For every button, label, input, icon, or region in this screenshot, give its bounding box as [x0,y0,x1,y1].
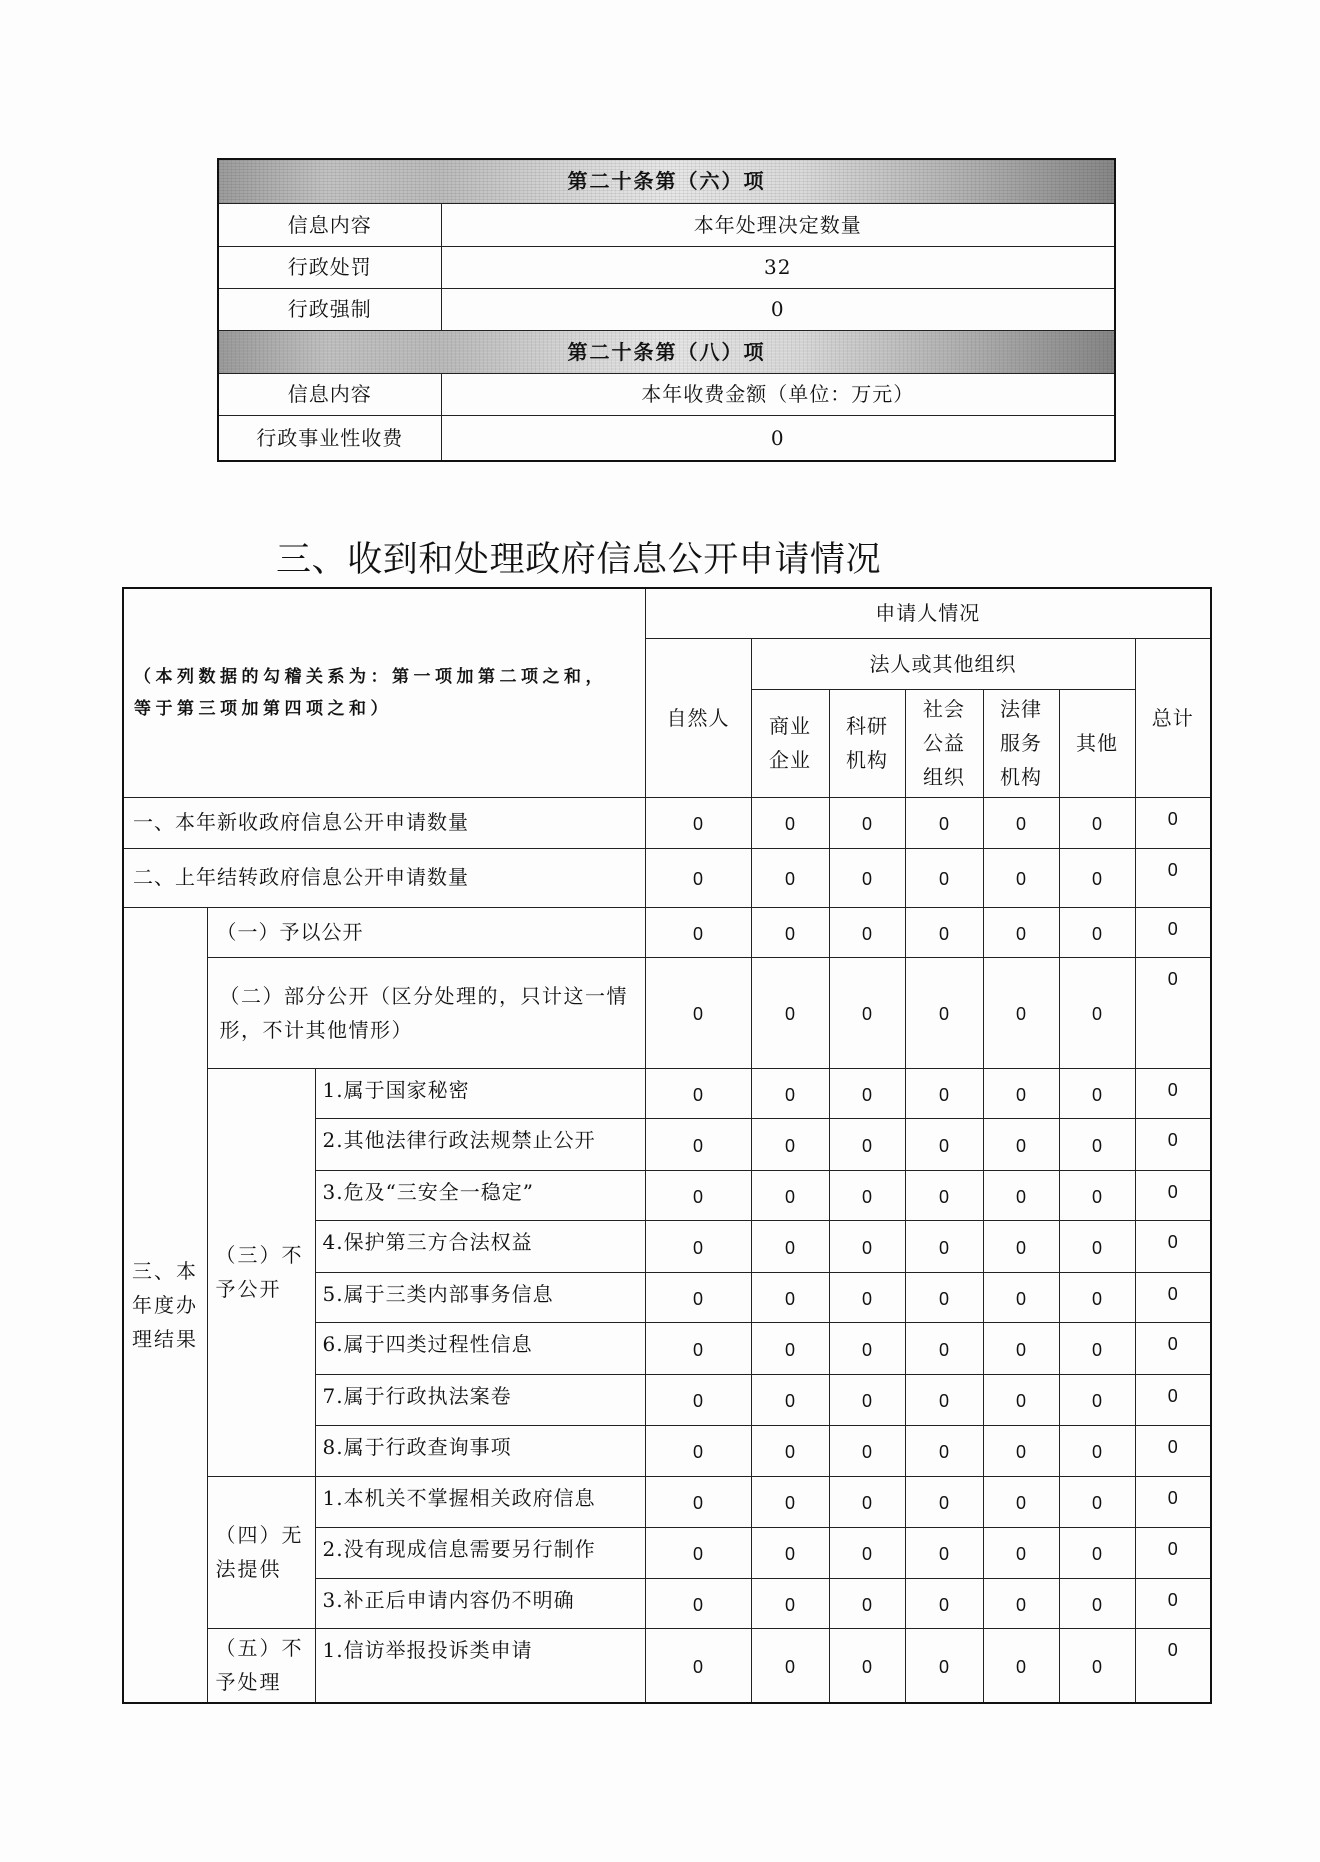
table-row [123,1068,1211,1118]
value-total: 0 [1135,1374,1211,1425]
value-legal-service-org: 0 [983,1272,1059,1322]
value-total: 0 [1135,907,1211,957]
value-research-institution: 0 [829,1374,905,1425]
header-total: 总计 [1135,638,1211,797]
value-legal-service-org: 0 [983,1527,1059,1578]
header-legal-person-or-org: 法人或其他组织 [751,638,1135,689]
row-label-partially-disclosed: （二）部分公开（区分处理的，只计这一情形，不计其他情形） [207,957,645,1068]
item-label: 7.属于行政执法案卷 [315,1374,645,1425]
value-commercial-enterprise: 0 [751,1118,829,1170]
article-20-8-header: 第二十条第（八）项 [218,330,1115,373]
header-row [123,588,1211,638]
item-label: 2.其他法律行政法规禁止公开 [315,1118,645,1170]
value-commercial-enterprise: 0 [751,1220,829,1272]
value-research-institution: 0 [829,1527,905,1578]
value-research-institution: 0 [829,1118,905,1170]
value-other: 0 [1059,1272,1135,1322]
value-natural-person: 0 [645,1374,751,1425]
value-other: 0 [1059,1170,1135,1220]
row-value: 0 [441,415,1115,461]
value-commercial-enterprise: 0 [751,1578,829,1628]
value-other: 0 [1059,1118,1135,1170]
article-20-6-header: 第二十条第（六）项 [218,159,1115,203]
row-label: 行政强制 [218,288,441,330]
value-commercial-enterprise: 0 [751,1068,829,1118]
group-label-cannot-provide: （四）无法提供 [207,1476,315,1628]
table-row [123,848,1211,907]
column-header-decisions: 本年处理决定数量 [441,203,1115,246]
table-row [218,246,1115,288]
item-label: 3.补正后申请内容仍不明确 [315,1578,645,1628]
value-natural-person: 0 [645,1578,751,1628]
value-other: 0 [1059,1628,1135,1703]
table-row [123,907,1211,957]
value-legal-service-org: 0 [983,1476,1059,1527]
value-public-welfare-org: 0 [905,1628,983,1703]
value-other: 0 [1059,1527,1135,1578]
value-total: 0 [1135,1628,1211,1703]
value-other: 0 [1059,1476,1135,1527]
value-public-welfare-org: 0 [905,1374,983,1425]
value-commercial-enterprise: 0 [751,1527,829,1578]
item-label: 3.危及“三安全一稳定” [315,1170,645,1220]
value-other: 0 [1059,957,1135,1068]
value-total: 0 [1135,1220,1211,1272]
value-commercial-enterprise: 0 [751,1170,829,1220]
item-label: 6.属于四类过程性信息 [315,1322,645,1374]
row-label: 行政处罚 [218,246,441,288]
value-legal-service-org: 0 [983,1425,1059,1476]
table-row [123,1476,1211,1527]
row-label-carried-over: 二、上年结转政府信息公开申请数量 [123,848,645,907]
value-research-institution: 0 [829,1068,905,1118]
value-legal-service-org: 0 [983,1322,1059,1374]
value-total: 0 [1135,1170,1211,1220]
row-value: 32 [441,246,1115,288]
value-legal-service-org: 0 [983,1118,1059,1170]
value-commercial-enterprise: 0 [751,1272,829,1322]
value-research-institution: 0 [829,1272,905,1322]
value-research-institution: 0 [829,1578,905,1628]
header-natural-person: 自然人 [645,638,751,797]
value-commercial-enterprise: 0 [751,1476,829,1527]
table-row [123,797,1211,848]
value-commercial-enterprise: 0 [751,848,829,907]
value-research-institution: 0 [829,907,905,957]
value-legal-service-org: 0 [983,1578,1059,1628]
item-label: 1.本机关不掌握相关政府信息 [315,1476,645,1527]
value-natural-person: 0 [645,1220,751,1272]
value-legal-service-org: 0 [983,1170,1059,1220]
section-title: 三、收到和处理政府信息公开申请情况 [276,540,882,580]
item-label: 5.属于三类内部事务信息 [315,1272,645,1322]
value-research-institution: 0 [829,1425,905,1476]
data-relation-note: （本列数据的勾稽关系为：第一项加第二项之和， 等于第三项加第四项之和） [123,588,645,797]
value-other: 0 [1059,1425,1135,1476]
value-public-welfare-org: 0 [905,1170,983,1220]
value-total: 0 [1135,1527,1211,1578]
header-research-institution: 科研 机构 [829,689,905,797]
value-public-welfare-org: 0 [905,1220,983,1272]
value-natural-person: 0 [645,907,751,957]
value-research-institution: 0 [829,1476,905,1527]
value-public-welfare-org: 0 [905,907,983,957]
header-public-welfare-org: 社会 公益 组织 [905,689,983,797]
header-applicant: 申请人情况 [645,588,1211,638]
value-total: 0 [1135,1476,1211,1527]
value-public-welfare-org: 0 [905,957,983,1068]
header-legal-service-org: 法律 服务 机构 [983,689,1059,797]
value-other: 0 [1059,1374,1135,1425]
value-research-institution: 0 [829,1170,905,1220]
value-total: 0 [1135,1272,1211,1322]
value-legal-service-org: 0 [983,848,1059,907]
value-commercial-enterprise: 0 [751,1425,829,1476]
value-natural-person: 0 [645,1068,751,1118]
group-label-not-processed: （五）不予处理 [207,1628,315,1703]
value-commercial-enterprise: 0 [751,1374,829,1425]
value-other: 0 [1059,1068,1135,1118]
group-label-not-disclosed: （三）不予公开 [207,1068,315,1476]
application-statistics-table [122,587,1212,1704]
value-natural-person: 0 [645,957,751,1068]
value-other: 0 [1059,1220,1135,1272]
value-public-welfare-org: 0 [905,1272,983,1322]
value-commercial-enterprise: 0 [751,1628,829,1703]
value-public-welfare-org: 0 [905,1068,983,1118]
value-research-institution: 0 [829,1322,905,1374]
table-row [123,1628,1211,1703]
value-public-welfare-org: 0 [905,1118,983,1170]
value-total: 0 [1135,848,1211,907]
table-row [218,159,1115,203]
value-public-welfare-org: 0 [905,1527,983,1578]
row-value: 0 [441,288,1115,330]
value-other: 0 [1059,907,1135,957]
value-public-welfare-org: 0 [905,1322,983,1374]
value-public-welfare-org: 0 [905,1578,983,1628]
value-natural-person: 0 [645,848,751,907]
value-public-welfare-org: 0 [905,848,983,907]
value-research-institution: 0 [829,848,905,907]
column-header-info: 信息内容 [218,203,441,246]
column-header-fees: 本年收费金额（单位：万元） [441,373,1115,415]
table-row [218,415,1115,461]
value-commercial-enterprise: 0 [751,1322,829,1374]
value-natural-person: 0 [645,1170,751,1220]
value-natural-person: 0 [645,1322,751,1374]
item-label: 1.属于国家秘密 [315,1068,645,1118]
row-label-disclosed: （一）予以公开 [207,907,645,957]
value-natural-person: 0 [645,1476,751,1527]
value-legal-service-org: 0 [983,1220,1059,1272]
value-research-institution: 0 [829,1220,905,1272]
value-legal-service-org: 0 [983,797,1059,848]
value-research-institution: 0 [829,797,905,848]
value-total: 0 [1135,1118,1211,1170]
value-commercial-enterprise: 0 [751,907,829,957]
item-label: 4.保护第三方合法权益 [315,1220,645,1272]
value-other: 0 [1059,797,1135,848]
table-row [218,373,1115,415]
value-total: 0 [1135,1578,1211,1628]
value-natural-person: 0 [645,1425,751,1476]
value-total: 0 [1135,957,1211,1068]
value-other: 0 [1059,848,1135,907]
value-legal-service-org: 0 [983,907,1059,957]
table-row [218,203,1115,246]
value-total: 0 [1135,1425,1211,1476]
table-row [218,288,1115,330]
column-header-info: 信息内容 [218,373,441,415]
value-total: 0 [1135,1322,1211,1374]
value-legal-service-org: 0 [983,957,1059,1068]
row-label-new-received: 一、本年新收政府信息公开申请数量 [123,797,645,848]
value-public-welfare-org: 0 [905,1476,983,1527]
value-natural-person: 0 [645,1272,751,1322]
header-commercial-enterprise: 商业 企业 [751,689,829,797]
header-other: 其他 [1059,689,1135,797]
value-research-institution: 0 [829,957,905,1068]
item-label: 1.信访举报投诉类申请 [315,1628,645,1703]
value-public-welfare-org: 0 [905,797,983,848]
value-other: 0 [1059,1578,1135,1628]
value-natural-person: 0 [645,1118,751,1170]
value-research-institution: 0 [829,1628,905,1703]
value-legal-service-org: 0 [983,1068,1059,1118]
value-other: 0 [1059,1322,1135,1374]
row-label: 行政事业性收费 [218,415,441,461]
value-natural-person: 0 [645,1527,751,1578]
table-row [123,957,1211,1068]
value-commercial-enterprise: 0 [751,797,829,848]
value-legal-service-org: 0 [983,1374,1059,1425]
value-natural-person: 0 [645,797,751,848]
value-natural-person: 0 [645,1628,751,1703]
value-total: 0 [1135,1068,1211,1118]
value-public-welfare-org: 0 [905,1425,983,1476]
article-20-table [217,158,1116,462]
value-legal-service-org: 0 [983,1628,1059,1703]
table-row [218,330,1115,373]
value-commercial-enterprise: 0 [751,957,829,1068]
item-label: 8.属于行政查询事项 [315,1425,645,1476]
item-label: 2.没有现成信息需要另行制作 [315,1527,645,1578]
value-total: 0 [1135,797,1211,848]
section3-label: 三、本年度办理结果 [123,907,207,1703]
